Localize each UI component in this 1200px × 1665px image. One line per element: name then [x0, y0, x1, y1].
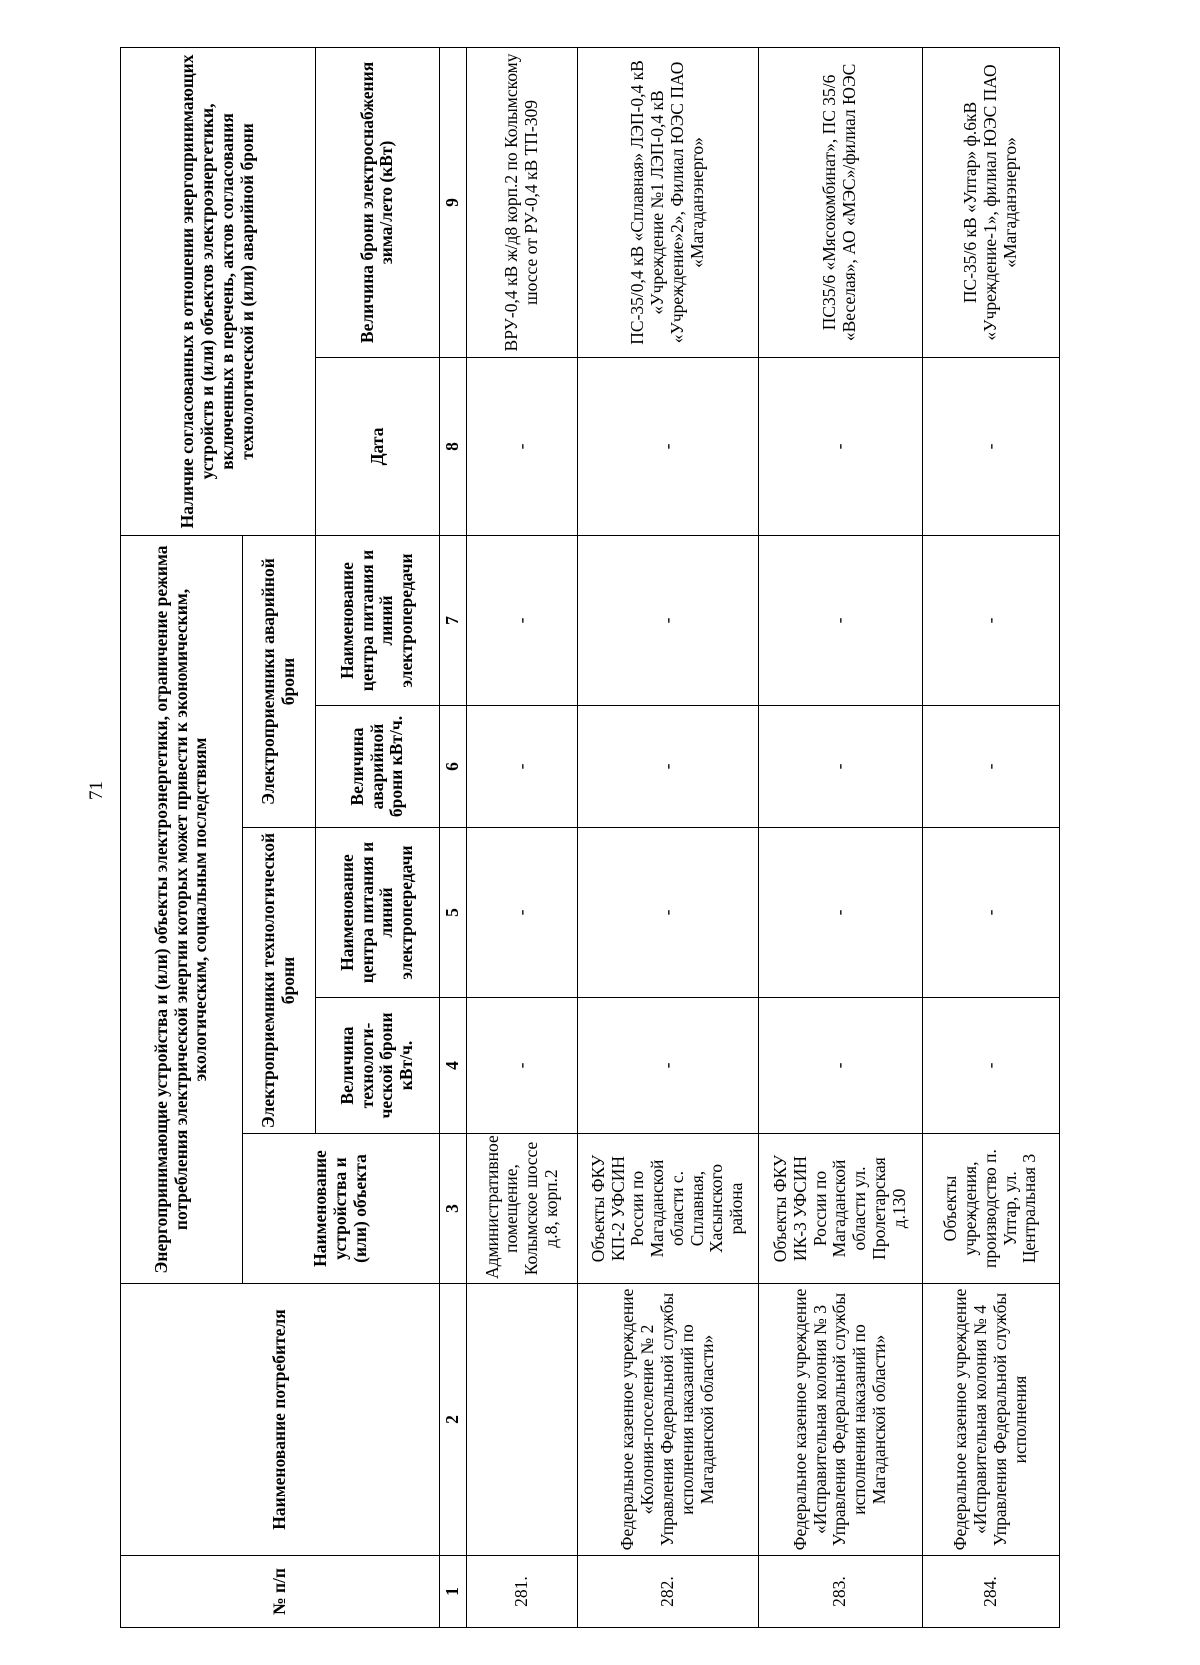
tech-value: -: [758, 998, 922, 1134]
approval-date: -: [758, 357, 922, 535]
table-row: [758, 47, 922, 1627]
column-number: 5: [439, 828, 466, 998]
header-group-tech: Электроприемники технологической брони: [242, 828, 315, 1134]
row-number: 283.: [758, 1556, 922, 1628]
column-number: 6: [439, 706, 466, 828]
consumer-name: Федеральное казенное учреждение «Исправительная колония № 4 Управления Федеральной службы исполнения: [922, 1284, 1059, 1556]
header-tech-center: Наименование центра питания и линий электропередачи: [315, 828, 439, 998]
emerg-value: -: [922, 706, 1059, 828]
header-group-approval: Наличие согласованных в отношении энергопринимающих устройств и (или) объектов электроэнергетики, включенных в перечень, актов согласования технологической и (или) аварийной брони: [121, 47, 316, 535]
emerg-center: -: [922, 535, 1059, 705]
object-name: Объекты учреждения, производство п. Уптар, ул. Центральная 3: [922, 1134, 1059, 1284]
table-row: [467, 47, 578, 1627]
tech-center: -: [578, 828, 759, 998]
emerg-value: -: [467, 706, 578, 828]
tech-value: -: [922, 998, 1059, 1134]
header-group-main: Энергопринимающие устройства и (или) объекты электроэнергетики, ограничение режима потребления электрической энергии которых может привести к экономическим, экологическим, социальным последствиям: [121, 535, 243, 1283]
supply-reserve: ПС35/6 «Мясокомбинат», ПС 35/6 «Веселая», АО «МЭС»/филиал ЮЭС: [758, 47, 922, 357]
column-number: 2: [439, 1284, 466, 1556]
approval-date: -: [578, 357, 759, 535]
tech-center: -: [922, 828, 1059, 998]
consumer-name: Федеральное казенное учреждение «Колония-поселение № 2 Управления Федеральной службы исполнения наказаний по Магаданской области»: [578, 1284, 759, 1556]
header-object: Наименование устройства и (или) объекта: [242, 1134, 439, 1284]
object-name: Объекты ФКУ КП-2 УФСИН России по Магаданской области с. Сплавная, Хасынского района: [578, 1134, 759, 1284]
row-number: 284.: [922, 1556, 1059, 1628]
tech-center: -: [758, 828, 922, 998]
column-number: 8: [439, 357, 466, 535]
header-group-emerg: Электроприемники аварийной брони: [242, 535, 315, 827]
header-date: Дата: [315, 357, 439, 535]
column-number: 4: [439, 998, 466, 1134]
approval-date: -: [467, 357, 578, 535]
supply-reserve: ПС-35/6 кВ «Уптар» ф.6кВ «Учреждение-1», филиал ЮЭС ПАО «Магаданэнерго»: [922, 47, 1059, 357]
header-emerg-value: Величина аварийной брони кВт/ч.: [315, 706, 439, 828]
tech-value: -: [578, 998, 759, 1134]
consumer-name: Федеральное казенное учреждение «Исправительная колония № 3 Управления Федеральной службы исполнения наказаний по Магаданской области»: [758, 1284, 922, 1556]
emerg-value: -: [578, 706, 759, 828]
table-row: [578, 47, 759, 1627]
column-number: 9: [439, 47, 466, 357]
approval-date: -: [922, 357, 1059, 535]
emerg-center: -: [467, 535, 578, 705]
consumer-name: [467, 1284, 578, 1556]
column-number: 3: [439, 1134, 466, 1284]
consumers-table: [120, 47, 1060, 1628]
header-num: № п/п: [121, 1556, 440, 1628]
emerg-value: -: [758, 706, 922, 828]
header-emerg-center: Наименование центра питания и линий электропередачи: [315, 535, 439, 705]
header-consumer: Наименование потребителя: [121, 1284, 440, 1556]
table-row: [922, 47, 1059, 1627]
row-number: 281.: [467, 1556, 578, 1628]
header-supply: Величина брони электроснабжения зима/лето (кВт): [315, 47, 439, 357]
rotated-table-wrapper: [120, 48, 1060, 1628]
header-tech-value: Величина технологи-ческой брони кВт/ч.: [315, 998, 439, 1134]
emerg-center: -: [578, 535, 759, 705]
tech-value: -: [467, 998, 578, 1134]
page-number: 71: [86, 781, 107, 800]
column-number: 7: [439, 535, 466, 705]
object-name: Объекты ФКУ ИК-3 УФСИН России по Магаданской области ул. Пролетарская д.130: [758, 1134, 922, 1284]
supply-reserve: ПС-35/0,4 кВ «Сплавная» ЛЭП-0,4 кВ «Учреждение №1 ЛЭП-0,4 кВ «Учреждение»2», Филиал ЮЭС ПАО «Магаданэнерго»: [578, 47, 759, 357]
object-name: Административное помещение, Колымское шоссе д.8, корп.2: [467, 1134, 578, 1284]
row-number: 282.: [578, 1556, 759, 1628]
supply-reserve: ВРУ-0,4 кВ ж/д8 корп.2 по Колымскому шоссе от РУ-0,4 кВ ТП-309: [467, 47, 578, 357]
emerg-center: -: [758, 535, 922, 705]
tech-center: -: [467, 828, 578, 998]
column-number: 1: [439, 1556, 466, 1628]
